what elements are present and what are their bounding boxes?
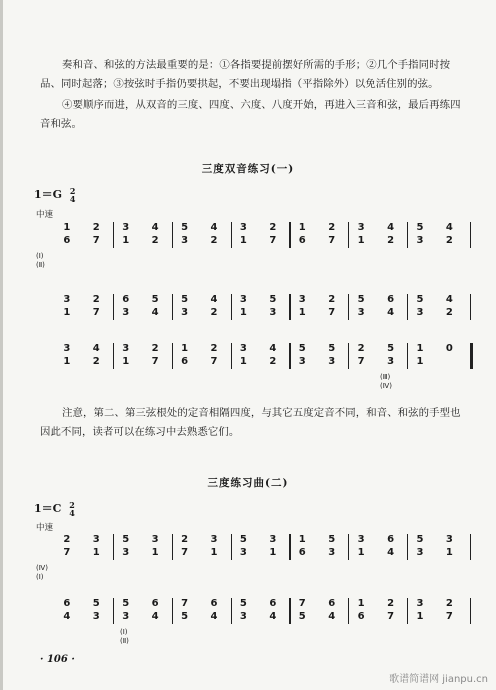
barline xyxy=(231,598,232,624)
barline xyxy=(348,343,349,369)
barline xyxy=(348,222,349,248)
note-upper: 6 xyxy=(122,294,130,305)
note-upper: 3 xyxy=(122,343,130,354)
note-lower: 7 xyxy=(445,611,453,622)
note-lower: 7 xyxy=(92,307,100,318)
barline xyxy=(113,222,114,248)
note-upper: 2 xyxy=(92,222,100,233)
note-upper: 5 xyxy=(357,294,365,305)
note-upper: 2 xyxy=(445,598,453,609)
note-upper: 5 xyxy=(122,598,130,609)
final-barline xyxy=(470,343,473,369)
note-upper: 5 xyxy=(239,534,247,545)
barline xyxy=(470,222,471,248)
note-lower: 4 xyxy=(151,307,159,318)
note-upper: 3 xyxy=(92,534,100,545)
note-upper: 4 xyxy=(445,294,453,305)
note-upper: 7 xyxy=(298,598,306,609)
note-lower: 2 xyxy=(269,356,277,367)
note-upper: 1 xyxy=(357,598,365,609)
section2-key: 1＝C xyxy=(34,502,62,515)
note-upper: 5 xyxy=(416,534,424,545)
note-upper: 1 xyxy=(416,343,424,354)
barline xyxy=(289,343,290,369)
barline xyxy=(470,598,471,624)
note-paragraph: 注意，第二、第三弦根处的定音相隔四度，与其它五度定音不同，和音、和弦的手型也因此不同，读者可以在练习中去熟悉它们。 xyxy=(40,407,461,438)
note-lower: 3 xyxy=(122,611,130,622)
barline xyxy=(172,294,173,320)
note-upper: 3 xyxy=(298,294,306,305)
note-lower: 2 xyxy=(210,235,218,246)
note-lower: 1 xyxy=(122,235,130,246)
note-upper: 3 xyxy=(239,222,247,233)
note-lower: 1 xyxy=(239,307,247,318)
note-upper: 5 xyxy=(298,343,306,354)
note-lower: 3 xyxy=(122,307,130,318)
note-upper: 5 xyxy=(92,598,100,609)
note-lower: 1 xyxy=(63,356,71,367)
note-lower: 7 xyxy=(181,547,189,558)
section1-time-signature xyxy=(70,187,76,203)
note-lower: 3 xyxy=(181,307,189,318)
string-marker: (Ⅱ) xyxy=(36,261,45,269)
note-upper: 2 xyxy=(92,294,100,305)
intro-paragraph: 奏和音、和弦的方法最重要的是：①各指要提前摆好所需的手形；②几个手指同时按品、同时起落；③按弦时手指仍要拱起，不要出现塌指（平指除外）以免活住别的弦。 xyxy=(40,59,451,90)
note-upper: 5 xyxy=(328,343,336,354)
note-lower: 1 xyxy=(298,307,306,318)
note-upper: 2 xyxy=(269,222,277,233)
note-lower: 3 xyxy=(416,235,424,246)
barline xyxy=(289,598,290,624)
note-upper: 4 xyxy=(210,294,218,305)
string-marker: (Ⅰ) xyxy=(36,252,44,260)
note-lower: 3 xyxy=(181,235,189,246)
note-upper: 5 xyxy=(416,294,424,305)
note-lower: 6 xyxy=(298,547,306,558)
note-upper: 4 xyxy=(445,222,453,233)
note-lower: 6 xyxy=(298,235,306,246)
note-lower: 1 xyxy=(269,547,277,558)
barline xyxy=(289,222,290,248)
note-upper: 3 xyxy=(239,294,247,305)
note-upper: 2 xyxy=(357,343,365,354)
note-upper: 7 xyxy=(181,598,189,609)
note-upper: 2 xyxy=(387,598,395,609)
order-paragraph: ④要顺序而进，从双音的三度、四度、六度、八度开始，再进入三音和弦，最后再练四音和弦。 xyxy=(40,99,461,130)
barline xyxy=(172,222,173,248)
note-upper: 5 xyxy=(387,343,395,354)
note-upper: 6 xyxy=(387,294,395,305)
note-lower: 7 xyxy=(151,356,159,367)
note-lower: 7 xyxy=(210,356,218,367)
note-upper: 3 xyxy=(63,343,71,354)
section2-tempo: 中速 xyxy=(36,523,54,533)
note-lower: 4 xyxy=(269,611,277,622)
section1-key: 1＝G xyxy=(34,188,63,201)
note-lower: 7 xyxy=(63,547,71,558)
note-upper: 3 xyxy=(357,222,365,233)
note-lower: 7 xyxy=(328,235,336,246)
note-lower: 4 xyxy=(210,611,218,622)
note-lower: 1 xyxy=(239,235,247,246)
note-upper: 1 xyxy=(181,343,189,354)
note-lower: 1 xyxy=(122,356,130,367)
note-upper: 2 xyxy=(151,343,159,354)
ts-top: 2 xyxy=(69,186,76,196)
note-upper: 4 xyxy=(92,343,100,354)
ts-bottom: 4 xyxy=(69,508,75,518)
section2-key-signature xyxy=(34,500,75,517)
note-upper: 2 xyxy=(181,534,189,545)
barline xyxy=(470,294,471,320)
barline xyxy=(172,534,173,560)
note-lower: 1 xyxy=(416,356,424,367)
note-upper: 6 xyxy=(269,598,277,609)
note-lower: 6 xyxy=(357,611,365,622)
note-lower: 4 xyxy=(387,307,395,318)
note-lower: 3 xyxy=(416,547,424,558)
note-upper: 6 xyxy=(387,534,395,545)
note-upper: 5 xyxy=(328,534,336,545)
note-upper: 3 xyxy=(357,534,365,545)
barline xyxy=(348,534,349,560)
note-lower: 3 xyxy=(328,547,336,558)
note-lower: 1 xyxy=(151,547,159,558)
string-marker: (Ⅳ) xyxy=(380,382,392,390)
section1-tempo: 中速 xyxy=(36,210,54,220)
note-lower: 1 xyxy=(92,547,100,558)
barline xyxy=(407,343,408,369)
ts-top: 2 xyxy=(69,500,75,510)
note-upper: 2 xyxy=(328,222,336,233)
note-upper: 6 xyxy=(328,598,336,609)
note-upper: 3 xyxy=(122,222,130,233)
note-lower: 3 xyxy=(239,611,247,622)
note-upper: 1 xyxy=(298,534,306,545)
section1-key-signature xyxy=(34,186,75,203)
note-lower: 1 xyxy=(357,235,365,246)
note-lower: 1 xyxy=(210,547,218,558)
barline xyxy=(348,294,349,320)
note-upper: 5 xyxy=(416,222,424,233)
note-lower: 2 xyxy=(151,235,159,246)
note-upper: 2 xyxy=(328,294,336,305)
note-upper: 0 xyxy=(445,343,453,354)
note-lower: 1 xyxy=(357,547,365,558)
note-lower: 2 xyxy=(92,356,100,367)
barline xyxy=(470,534,471,560)
note-upper: 6 xyxy=(210,598,218,609)
note-lower: 7 xyxy=(357,356,365,367)
barline xyxy=(407,534,408,560)
note-upper: 4 xyxy=(269,343,277,354)
ts-bottom: 4 xyxy=(69,194,76,204)
note-lower: 2 xyxy=(445,307,453,318)
section1-title: 三度双音练习(一) xyxy=(201,163,295,175)
note-upper: 4 xyxy=(151,222,159,233)
note-lower: 3 xyxy=(92,611,100,622)
barline xyxy=(231,343,232,369)
barline xyxy=(231,534,232,560)
note-upper: 5 xyxy=(239,598,247,609)
barline xyxy=(231,294,232,320)
note-lower: 3 xyxy=(122,547,130,558)
note-upper: 5 xyxy=(122,534,130,545)
barline xyxy=(113,294,114,320)
string-marker: (Ⅲ) xyxy=(380,373,391,381)
note-upper: 5 xyxy=(181,294,189,305)
note-lower: 1 xyxy=(445,547,453,558)
section2-time-signature xyxy=(69,501,75,517)
note-lower: 4 xyxy=(63,611,71,622)
note-upper: 2 xyxy=(210,343,218,354)
barline xyxy=(113,534,114,560)
note-upper: 3 xyxy=(210,534,218,545)
barline xyxy=(407,222,408,248)
note-upper: 3 xyxy=(239,343,247,354)
section2-title: 三度练习曲(二) xyxy=(207,477,289,489)
note-lower: 3 xyxy=(357,307,365,318)
barline xyxy=(231,222,232,248)
string-marker: (Ⅱ) xyxy=(120,637,129,645)
barline xyxy=(407,294,408,320)
note-lower: 7 xyxy=(269,235,277,246)
note-lower: 7 xyxy=(328,307,336,318)
note-upper: 2 xyxy=(63,534,71,545)
note-upper: 6 xyxy=(63,598,71,609)
note-lower: 3 xyxy=(328,356,336,367)
note-lower: 3 xyxy=(239,547,247,558)
note-lower: 1 xyxy=(416,611,424,622)
note-lower: 2 xyxy=(445,235,453,246)
barline xyxy=(289,534,290,560)
note-lower: 6 xyxy=(181,356,189,367)
note-upper: 4 xyxy=(387,222,395,233)
page-edge xyxy=(0,0,3,690)
note-lower: 4 xyxy=(151,611,159,622)
barline xyxy=(348,598,349,624)
note-upper: 1 xyxy=(63,222,71,233)
note-lower: 3 xyxy=(387,356,395,367)
note-upper: 5 xyxy=(269,294,277,305)
barline xyxy=(113,598,114,624)
string-marker: (Ⅰ) xyxy=(120,628,128,636)
note-lower: 3 xyxy=(269,307,277,318)
note-upper: 1 xyxy=(298,222,306,233)
note-lower: 2 xyxy=(387,235,395,246)
note-upper: 6 xyxy=(151,598,159,609)
watermark: 歌谱简谱网 jianpu.cn xyxy=(389,674,488,685)
note-lower: 2 xyxy=(210,307,218,318)
note-upper: 5 xyxy=(151,294,159,305)
barline xyxy=(172,343,173,369)
note-lower: 4 xyxy=(328,611,336,622)
note-lower: 3 xyxy=(298,356,306,367)
barline xyxy=(407,598,408,624)
note-upper: 5 xyxy=(181,222,189,233)
note-lower: 4 xyxy=(387,547,395,558)
note-upper: 3 xyxy=(445,534,453,545)
note-upper: 4 xyxy=(210,222,218,233)
note-lower: 7 xyxy=(387,611,395,622)
note-lower: 5 xyxy=(181,611,189,622)
barline xyxy=(172,598,173,624)
note-lower: 6 xyxy=(63,235,71,246)
note-lower: 3 xyxy=(416,307,424,318)
note-lower: 1 xyxy=(239,356,247,367)
note-lower: 5 xyxy=(298,611,306,622)
page-number: · 106 · xyxy=(40,654,75,665)
string-marker: (Ⅳ) xyxy=(36,564,48,572)
note-upper: 3 xyxy=(416,598,424,609)
note-upper: 3 xyxy=(151,534,159,545)
note-lower: 1 xyxy=(63,307,71,318)
string-marker: (Ⅰ) xyxy=(36,573,44,581)
note-upper: 3 xyxy=(269,534,277,545)
note-lower: 7 xyxy=(92,235,100,246)
barline xyxy=(113,343,114,369)
barline xyxy=(289,294,290,320)
note-upper: 3 xyxy=(63,294,71,305)
